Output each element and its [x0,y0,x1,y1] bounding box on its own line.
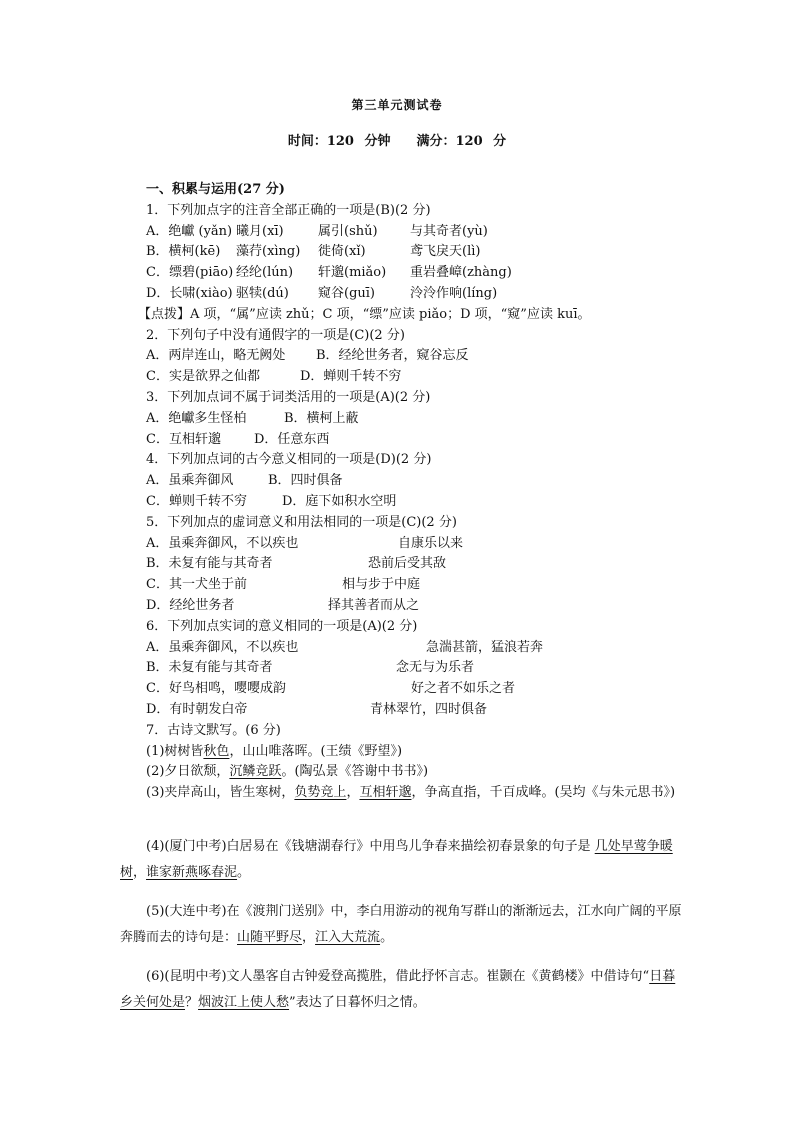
option-d: D．庭下如积水空明 [282,493,397,509]
question-1-option-d [146,284,686,305]
option-part: 驱犊(dú) [236,285,289,301]
answer-text: 互相轩邈 [359,785,412,801]
question-7-item-6 [120,964,686,1016]
answer-text: 山随平野尽 [237,930,303,945]
text-part: 。 [380,930,394,945]
question-7-item-1 [146,742,686,763]
option-part: 经纶(lún) [236,265,294,281]
question-3-stem: 3．下列加点词不属于词类活用的一项是(A)(2 分) [146,389,431,405]
question-1-tip: 【点拨】A 项，“属”应读 zhǔ；C 项，“缥”应读 piǎo；D 项，“窥”应读 kuī。 [138,306,591,322]
question-5-option-d [146,596,686,617]
question-5-stem: 5．下列加点的虚词意义和用法相同的一项是(C)(2 分) [146,514,457,530]
time-limit: 时间：120 分钟 [287,134,391,149]
answer-text: 几处早莺争暖树 [120,839,673,880]
question-7-item-2 [146,762,686,783]
option-a: A．两岸连山，略无阙处 [146,348,286,364]
option-part: 重岩叠嶂(zhàng) [410,265,512,281]
option-right: 好之者不如乐之者 [411,681,516,697]
option-right: 自康乐以来 [398,535,464,551]
option-part: 窥谷(guī) [318,285,375,301]
option-right: 恐前后受其敌 [368,556,447,572]
question-4-options-cd [146,492,686,513]
option-b: B．横柯上蔽 [284,410,359,426]
text-part: (3)夹岸高山，皆生寒树， [146,785,295,801]
question-5-option-a [146,534,686,555]
option-part: 轩邈(miǎo) [318,265,387,281]
option-left: D．有时朝发白帝 [146,701,248,717]
option-part: 泠泠作响(líng) [410,285,498,301]
question-7-item-5 [120,899,686,951]
option-part: 曦月(xī) [236,223,284,239]
text-part: 。 [237,865,251,880]
text-part: ，山山唯落晖。(王绩《野望》) [229,743,403,759]
question-7-stem: 7．古诗文默写。(6 分) [146,722,281,738]
question-5-option-c [146,575,686,596]
option-part: 鸢飞戾天(lì) [410,244,481,260]
option-part: 徙倚(xǐ) [318,244,366,260]
option-d: D．任意东西 [254,431,330,447]
text-part: (1)树树皆 [146,743,204,759]
section-heading: 一、积累与运用(27 分) [146,182,285,197]
option-right: 择其善者而从之 [328,597,420,613]
question-6-option-d [146,700,686,721]
option-right: 青林翠竹，四时俱备 [370,701,488,717]
question-3-options-cd [146,430,686,451]
text-part: ”表达了日暮怀归之情。 [289,995,426,1010]
full-score: 满分：120 分 [416,134,507,149]
option-right: 急湍甚箭，猛浪若奔 [426,639,544,655]
option-a: A．虽乘奔御风 [146,473,234,489]
option-d: D．蝉则千转不穷 [300,369,402,385]
option-part: D．长啸(xiào) [146,285,233,301]
option-left: D．经纶世务者 [146,597,235,613]
question-2-options-cd [146,367,686,388]
option-c: C．实是欲界之仙都 [146,369,260,385]
question-6-option-b [146,658,686,679]
option-left: A．虽乘奔御风，不以疾也 [146,535,299,551]
option-part: 藻荇(xìng) [236,244,301,260]
option-left: A．虽乘奔御风，不以疾也 [146,639,299,655]
question-3-options-ab [146,409,686,430]
question-7-item-3 [146,783,686,804]
option-right: 相与步于中庭 [342,577,421,593]
question-2-options-ab [146,346,686,367]
question-1-option-b [146,242,686,263]
text-part: (2)夕日欲颓， [146,764,230,780]
text-part: ？ [185,995,199,1010]
text-part: 。(陶弘景《答谢中书书》) [281,764,429,780]
option-right: 念无与为乐者 [396,660,475,676]
answer-text: 秋色 [203,743,230,759]
question-2-stem: 2．下列句子中没有通假字的一项是(C)(2 分) [146,327,405,343]
exam-meta [0,130,794,149]
option-left: C．好鸟相鸣，嘤嘤成韵 [146,681,286,697]
option-c: C．蝉则千转不穷 [146,493,247,509]
option-left: B．未复有能与其奇者 [146,556,273,572]
question-4-options-ab [146,471,686,492]
question-6-stem: 6．下列加点实词的意义相同的一项是(A)(2 分) [146,618,418,634]
option-part: B．横柯(kē) [146,244,221,260]
question-1-option-a [146,222,686,243]
option-part: A．绝巘 (yǎn) [146,223,233,239]
option-part: C．缥碧(piāo) [146,265,234,281]
answer-text: 谁家新燕啄春泥 [146,865,238,880]
question-7-item-4 [120,834,686,886]
question-1-stem: 1．下列加点字的注音全部正确的一项是(B)(2 分) [146,202,431,218]
text-part: ， [133,865,147,880]
option-b: B．四时俱备 [268,473,343,489]
option-left: B．未复有能与其奇者 [146,660,273,676]
question-1-option-c [146,263,686,284]
option-c: C．互相轩邈 [146,431,221,447]
text-part: (4)(厦门中考)白居易在《钱塘湖春行》中用鸟儿争春来描绘初春景象的句子是 [146,839,591,854]
answer-text: 江入大荒流 [315,930,381,945]
question-5-option-b [146,554,686,575]
answer-text: 烟波江上使人愁 [198,995,290,1010]
question-6-option-a [146,638,686,659]
text-part: ，争高直指，千百成峰。(吴均《与朱元思书》) [411,785,676,801]
answer-text: 日暮乡关何处是 [120,969,676,1010]
option-left: C．其一犬坐于前 [146,577,247,593]
text-part: ， [346,785,360,801]
question-list [138,180,686,804]
answer-text: 负势竞上 [294,785,347,801]
text-part: (6)(昆明中考)文人墨客自古钟爱登高揽胜，借此抒怀言志。崔颢在《黄鹤楼》中借诗句“ [146,969,650,984]
question-6-option-c [146,679,686,700]
answer-text: 沉鳞竞跃 [229,764,282,780]
option-a: A．绝巘多生怪柏 [146,410,247,426]
text-part: ， [302,930,316,945]
option-part: 属引(shǔ) [318,223,378,239]
text-part: (5)(大连中考)在《渡荆门送别》中，李白用游动的视角写群山的渐渐远去，江水向广阔的平原奔腾而去的诗句是： [120,904,682,945]
page-title: 第三单元测试卷 [351,98,443,112]
question-4-stem: 4．下列加点词的古今意义相同的一项是(D)(2 分) [146,452,432,468]
option-part: 与其奇者(yù) [410,223,488,239]
option-b: B．经纶世务者，窥谷忘反 [316,348,469,364]
